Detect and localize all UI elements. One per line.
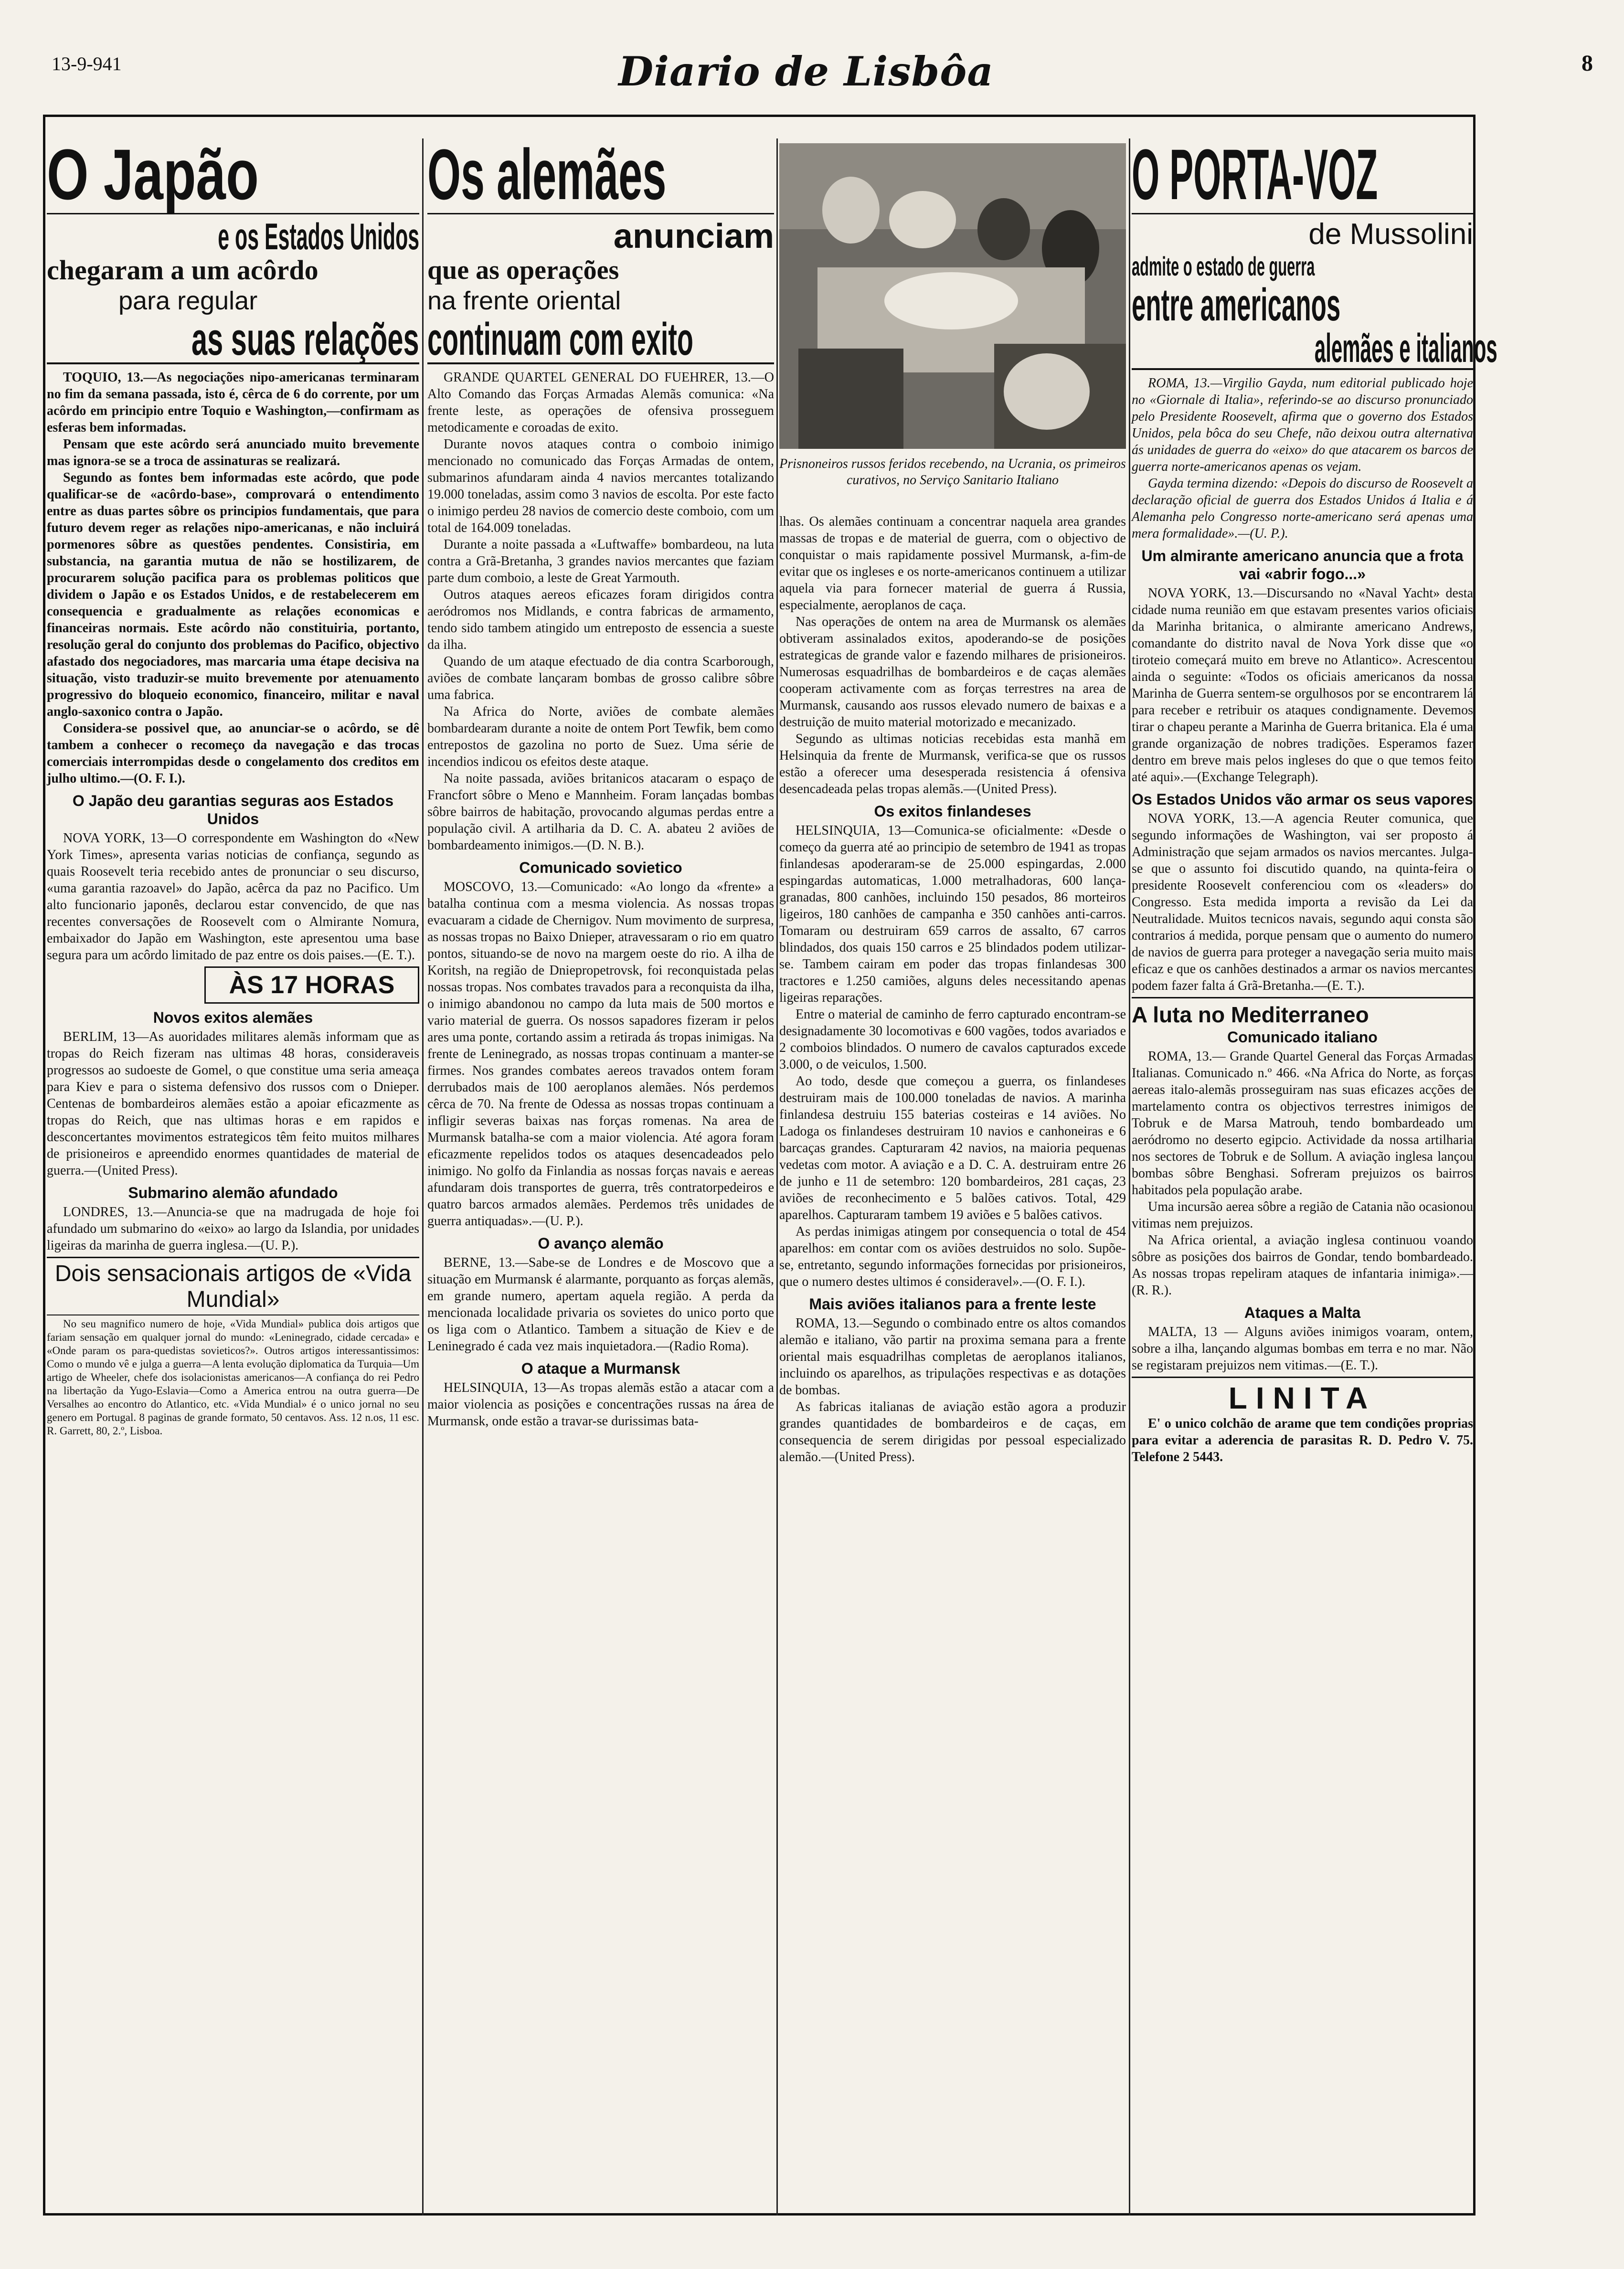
paragraph: No seu magnifico numero de hoje, «Vida Mundial» publica dois artigos que fariam sensação em qualquer jornal do mundo: «Leninegrado, cidade cercada» e «Onde param os para-quedistas sovieticos?». Outros artigos interessantissimos: Como o mundo vê e julga a guerra—A lenta evolução diplomatica da Turquia—Um artigo de Wheeler, chefe dos isolacionistas americanos—A confiança do rei Pedro na libertação da Yugo-Eslavia—Como a America entrou na outra guerra—De Versalhes ao encontro do Atlantico, etc. «Vida Mundial» é o unico jornal no seu genero em Portugal. 8 paginas de grande formato, 50 centavos. Ass. 12 n.os, 11 esc. R. Garrett, 80, 2.º, Lisboa. <box>47 1318 419 1437</box>
paragraph: Uma incursão aerea sôbre a região de Catania não ocasionou vitimas nem prejuizos. <box>1132 1199 1473 1231</box>
paragraph: MOSCOVO, 13.—Comunicado: «Ao longo da «frente» a batalha continua com a mesma violencia. As nossas tropas evacuaram a cidade de Chernigov. Num movimento de surpresa, as nossas tropas no Baixo Dnieper, atravessaram o rio em quatro pontos, situando-se de novo na margem oeste do rio. A ilha de Koritsh, na região de Dniepropetrovsk, foi reconquistada pelas nossas tropas. Nos combates travados para a reconquista da ilha, o inimigo abandonou no campo da luta mais de 500 mortos e vario material de guerra. Os nossos sapadores fizeram ir pelos ares uma ponte, cortando assim a retirada ás tropas inimigas. Na frente de Leninegrado, as nossas tropas continuam a manter-se firmes. Nos grandes combates aereos travados ontem foram derrubados mais de 100 aeroplanos alemães. Nós perdemos cêrca de 70. Na frente de Odessa as nossas tropas continuam a infligir severas baixas nas forças romenas. Na area de Murmansk batalha-se com a maior violencia. Até agora foram eficazmente repelidos todos os ataques desencadeados pelo inimigo. No golfo da Finlandia as nossas forças navais e aereas afundaram dois transportes de guerra, três contratorpedeiros e quatro barcos armados alemães. Perdemos três unidades de guerra antiquadas».—(U. P.). <box>427 880 774 1229</box>
subheading: O ataque a Murmansk <box>521 1360 680 1377</box>
headline-line2: e os Estados Unidos <box>218 215 419 257</box>
paragraph: GRANDE QUARTEL GENERAL DO FUEHRER, 13.—O Alto Comando das Forças Armadas Alemãs comunica: «Na frente leste, as operações de ofensiva prosseguem metodicamente e coroadas de exito. <box>427 370 774 435</box>
headline: Os alemães <box>427 134 667 214</box>
photo-caption: Prisnoneiros russos feridos recebendo, na Ucrania, os primeiros curativos, no Serviço Sanitario Italiano <box>779 456 1126 488</box>
paragraph: Na noite passada, aviões britanicos atacaram o espaço de Francfort sôbre o Meno e Mannheim. Foram lançadas bombas sôbre bairros de habitação, provocando algumas perdas entre a população civil. A artilharia da D. C. A. abateu 2 aviões de bombardeamento inimigos.—(D. N. B.). <box>427 771 774 853</box>
paragraph: Na Africa do Norte, aviões de combate alemães bombardearam durante a noite de ontem Port Tewfik, bem como entrepostos de gazolina no porto de Suez. Uma série de incendios indicou os efeitos deste ataque. <box>427 704 774 769</box>
column-divider <box>422 138 424 2216</box>
late-news-box: ÀS 17 HORAS <box>204 966 419 1004</box>
section-headline: A luta no Mediterraneo <box>1132 1002 1369 1027</box>
paragraph: Quando de um ataque efectuado de dia contra Scarborough, aviões de combate lançaram bombas de grosso calibre sôbre uma fabrica. <box>427 654 774 702</box>
subheading: Submarino alemão afundado <box>128 1184 338 1201</box>
headline: O PORTA-VOZ <box>1132 134 1378 214</box>
paragraph: HELSINQUIA, 13—Comunica-se oficialmente: «Desde o começo da guerra até ao principio de setembro de 1941 as tropas finlandesas apoderaram-se de 25.000 espingardas, 2.000 espingardas automaticas, 1.000 metralhadoras, 600 lança-granadas, 800 canhões, incluindo 150 pesados, 86 morteiros ligeiros, 180 canhões de campanha e 350 canhões anti-carros. Tomaram ou destruiram 659 carros de assalto, 67 carros blindados, dos quais 150 carros e 25 blindados podem utilizar-se. Tambem cairam em poder das tropas finlandesas 300 tractores e 1.250 camiões, alguns deles necessitando apenas ligeiras reparações. <box>779 823 1126 1005</box>
advertisement-title: LINITA <box>1228 1381 1377 1415</box>
paragraph: lhas. Os alemães continuam a concentrar naquela area grandes massas de tropas e de material de guerra, com o objectivo de conquistar o mais rapidamente possivel Murmansk, a-fim-de evitar que os ingleses e os norte-americanos continuem a utilizar aquela via para fornecer material de guerra á Russia, especialmente, aeroplanos de caça. <box>779 514 1126 613</box>
paragraph: Na Africa oriental, a aviação inglesa continuou voando sôbre as posições dos bairros de Gondar, tendo bombardeado. As nossas tropas repeliram ataques de infantaria inimiga».—(R. R.). <box>1132 1233 1473 1298</box>
subheading: Comunicado italiano <box>1227 1028 1378 1046</box>
column-divider <box>1129 138 1130 2216</box>
headline-line3: admite o estado de guerra <box>1132 251 1315 281</box>
subheading: Novos exitos alemães <box>153 1009 313 1026</box>
paragraph: MALTA, 13 — Alguns aviões inimigos voaram, ontem, sobre a ilha, lançando algumas bombas em terra e no mar. Não se registaram prejuizos nem vitimas.—(E. T.). <box>1132 1325 1473 1373</box>
column-divider <box>776 138 778 2216</box>
paragraph: NOVA YORK, 13—O correspondente em Washington do «New York Times», apresenta varias noticias de confiança, segundo as quais Roosevelt teria recebido antes de pronunciar o seu discurso, «uma garantia razoavel» do Japão, acêrca da paz no Pacifico. Um alto funcionario japonês, declarou estar convencido, de que nas recentes conversações de Roosevelt com o Almirante Nomura, embaixador do Japão em Washington, este apresentou uma base segura para um acôrdo limitado de paz entre os dois paises.—(E. T.). <box>47 831 419 963</box>
subheading: O Japão deu garantias seguras aos Estados Unidos <box>72 792 394 827</box>
subheading: Os exitos finlandeses <box>874 803 1031 820</box>
headline-line4: para regular <box>118 286 258 315</box>
subheading: Os Estados Unidos vão armar os seus vapores <box>1132 791 1473 808</box>
article-eastern-front <box>427 134 774 2216</box>
advertisement-text: E' o unico colchão de arame que tem condições proprias para evitar a aderencia de parasitas R. D. Pedro V. 75. Telefone 2 5443. <box>1132 1416 1473 1464</box>
subheading: O avanço alemão <box>538 1235 664 1252</box>
paragraph: ROMA, 13.— Grande Quartel General das Forças Armadas Italianas. Comunicado n.º 466. «Na Africa do Norte, as forças aereas italo-alemãs prosseguiram nas suas eficazes acções de martelamento contra os objectivos terrestres inimigos de Tobruk e de Marsa Matrouh, tendo bombardeado um aeródromo no deserto egipcio. Actividade da nossa artilharia nos sectores de Tobruk e de Sollum. A aviação inglesa lançou bombas sôbre Benghasi. Sofreram prejuizos os bairros habitados pela população arabe. <box>1132 1049 1473 1198</box>
paragraph: LONDRES, 13.—Anuncia-se que na madrugada de hoje foi afundado um submarino do «eixo» ao largo da Islandia, por unidades ligeiras da marinha de guerra inglesa.—(U. P.). <box>47 1205 419 1253</box>
paragraph: NOVA YORK, 13.—Discursando no «Naval Yacht» desta cidade numa reunião em que estavam presentes varios oficiais da Marinha britanica, o almirante americano Andrews, comandante do distrito naval de Nova York disse que «o tiroteio começará muito em breve no Atlantico». Acrescentou ainda o seguinte: «Todos os oficiais americanos da nossa Marinha de Guerra sentem-se orgulhosos por se encontrarem lá para receber e retribuir os ataques condignamente. Devemos tirar o chapeu perante a Marinha de Guerra britanica. Ela é uma grande organização de nobres tradições. Esperamos fazer dentro em breve mais pelos ingleses do que o que temos feito até aqui».—(Exchange Telegraph). <box>1132 586 1473 785</box>
subheading: Ataques a Malta <box>1244 1304 1361 1321</box>
paragraph: As perdas inimigas atingem por consequencia o total de 454 aparelhos: em contar com os aviões destruidos no solo. Supõe-se, entretanto, segundo informações fornecidas por prisioneiros, que o numero destes ultimos é consideravel».—(O. F. I.). <box>779 1224 1126 1289</box>
paragraph: Segundo as ultimas noticias recebidas esta manhã em Helsinquia da frente de Murmansk, verifica-se que os russos estão a oferecer uma desesperada resistencia á ofensiva desencadeada pelas tropas alemãs.—(United Press). <box>779 732 1126 796</box>
news-photo-wounded-prisoners <box>779 143 1126 449</box>
paragraph: Durante novos ataques contra o comboio inimigo mencionado no comunicado das Forças Armadas de ontem, submarinos afundaram ainda 4 navios mercantes totalizando 19.000 toneladas, assim como 3 navios de escolta. Por este facto o inimigo perdeu 28 navios de comercio deste comboio, com um total de 164.009 toneladas. <box>427 437 774 535</box>
headline-line5: alemães e italianos <box>1314 326 1497 371</box>
headline-line3: chegaram a um acôrdo <box>47 254 318 286</box>
subheading: Comunicado sovietico <box>519 859 682 876</box>
paragraph: BERLIM, 13—As auoridades militares alemãs informam que as tropas do Reich fizeram nas ultimas 48 horas, consideraveis progressos ao sudoeste de Gomel, o que constitue uma seria ameaça para Kiev e para o sistema defensivo dos russos com o Dnieper. Centenas de bombardeiros alemães estão a apoiar eficazmente as tropas do Reich, que nas ultimas horas e em rapidos e desconcertantes movimentos estrategicos têm feito muitos milhares de prisioneiros e apreendido enormes quantidades de material de guerra.—(United Press). <box>47 1029 419 1178</box>
paragraph: As fabricas italianas de aviação estão agora a produzir grandes quantidades de bombardeiros e de caças, em consequencia de serem dirigidas por pessoal especializado alemão.—(United Press). <box>779 1400 1126 1464</box>
paragraph: BERNE, 13.—Sabe-se de Londres e de Moscovo que a situação em Murmansk é alarmante, porquanto as forças alemãs, em grande numero, apertam aquela região. A perda da mencionada localidade privaria os sovietes do unico porto que os liga com o Atlantico. Tambem a situação de Kiev e de Leninegrado é cada vez mais inquietadora.—(Radio Roma). <box>427 1255 774 1354</box>
headline: O Japão <box>47 134 259 214</box>
article-lead: TOQUIO, 13.—As negociações nipo-americanas terminaram no fim da semana passada, isto é, cêrca de 6 do corrente, por um acôrdo em principio entre Toquio e Washington,—confirmam as esferas bem informadas. <box>47 370 419 435</box>
issue-date: 13-9-941 <box>52 53 122 74</box>
article-murmansk-finland <box>779 513 1126 2213</box>
paragraph: Nas operações de ontem na area de Murmansk os alemães obtiveram assinalados exitos, apoderando-se de posições estrategicas de grande valor e fazendo milhares de prisioneiros. Numerosas esquadrilhas de bombardeiros e de caças alemães cooperam activamente com as forças terrestres na area de Murmansk, causando aos russos elevado numero de baixas e a destruição de muito material motorizado e mecanizado. <box>779 615 1126 730</box>
subheading: Um almirante americano anuncia que a frota vai «abrir fogo...» <box>1141 547 1464 583</box>
promo-headline: Dois sensacionais artigos de «Vida Mundial» <box>54 1261 412 1312</box>
paragraph: ROMA, 13.—Segundo o combinado entre os altos comandos alemão e italiano, vão partir na proxima semana para a frente oriental mais esquadrilhas completas de aeroplanos italianos, incluindo os aparelhos, as tripulações respectivas e as dotações de bombas. <box>779 1316 1126 1398</box>
article-mussolini-spokesman <box>1132 134 1497 2216</box>
headline-line4: na frente oriental <box>427 286 621 315</box>
newspaper-masthead: Diario de Lisbôa <box>618 48 994 95</box>
paragraph: Considera-se possivel que, ao anunciar-se o acôrdo, se dê tambem a conhecer o recomeço da navegação e das trocas comerciais interrompidas desde o congelamento dos creditos em julho ultimo.—(O. F. I.). <box>47 721 419 786</box>
paragraph: Entre o material de caminho de ferro capturado encontram-se designadamente 30 locomotivas e 600 vagões, todos avariados e 2 comboios blindados. O numero de cavalos capturados excede 3.000, o de veiculos, 1.500. <box>779 1007 1126 1072</box>
headline-line2: de Mussolini <box>1308 218 1473 251</box>
subheading: Mais aviões italianos para a frente leste <box>809 1295 1096 1313</box>
paragraph: Ao todo, desde que começou a guerra, os finlandeses destruiram mais de 100.000 toneladas de navios. A marinha finlandesa destruiu 155 baterias costeiras e 14 aviões. No Ladoga os finlandeses destruiram 10 navios e canhoneiras e 6 barcaças grandes. Capturaram 42 navios, na maioria pequenas vedetas com motor. A aviação e a D. C. A. destruiram entre 26 de junho e 11 de setembro: 120 bombardeiros, 281 caças, 23 aviões de reconhecimento e 5 balões cativos. Total, 429 aparelhos. Capturaram tambem 19 aviões e 5 balões cativos. <box>779 1074 1126 1222</box>
headline-line4: entre americanos <box>1132 279 1341 330</box>
paragraph: HELSINQUIA, 13—As tropas alemãs estão a atacar com a maior violencia as posições e concentrações russas na área de Murmansk, onde estão a travar-se durissimas bata- <box>427 1380 774 1429</box>
headline-line5: as suas relações <box>191 314 419 365</box>
paragraph: ROMA, 13.—Virgilio Gayda, num editorial publicado hoje no «Giornale di Italia», referindo-se ao discurso pronunciado pelo Presidente Roosevelt, afirma que o governo dos Estados Unidos, pela bôca do seu Chefe, não deixou outra alternativa ás unidades de guerra do «eixo» do que atacarem os barcos de guerra norte-americanos apenas os vejam. <box>1132 376 1473 474</box>
paragraph: NOVA YORK, 13.—A agencia Reuter comunica, que segundo informações de Washington, vai ser proposto á Administração que sejam armados os navios mercantes. Julga-se que o assunto foi discutido quando, na quinta-feira o presidente Roosevelt conferenciou com os «leaders» do Congresso. Esta medida importa a revisão da Lei da Neutralidade. Muitos tecnicos navais, segundo aqui consta são contrarios á medida, porque pensam que o aumento do numero de navios de guerra para proteger a navegação seria muito mais eficaz e que os canhões destinados a armar os navios mercantes podem fazer falta á Grã-Bretanha.—(E. T.). <box>1132 811 1473 993</box>
paragraph: Pensam que este acôrdo será anunciado muito brevemente mas ignora-se se a troca de assinaturas se realizará. <box>47 437 419 468</box>
headline-line5: continuam com exito <box>427 314 693 365</box>
paragraph: Gayda termina dizendo: «Depois do discurso de Roosevelt a declaração oficial de guerra dos Estados Unidos á Italia e á Alemanha pelo Congresso norte-americano será apenas uma mera formalidade».—(U. P.). <box>1132 476 1473 541</box>
paragraph: Durante a noite passada a «Luftwaffe» bombardeou, na luta contra a Grã-Bretanha, 3 grandes navios mercantes que faziam parte dum comboio, a leste de Great Yarmouth. <box>427 537 774 585</box>
headline-line2: anunciam <box>613 217 774 255</box>
paragraph: Outros ataques aereos eficazes foram dirigidos contra aeródromos nos Midlands, e contra fabricas de armamento, tendo sido tambem atingido um entreposto de essencia a sueste da ilha. <box>427 587 774 652</box>
paragraph: Segundo as fontes bem informadas este acôrdo, que pode qualificar-se de «acôrdo-base», comprovará o entendimento entre as duas partes sôbre os principios fundamentais, que para futuro devem reger as relações nipo-americanas, e não incluirá pormenores sôbre as questões pendentes. Consistiria, em substancia, na garantia mutua de não se hostilizarem, de procurarem solução pacifica para os problemas politicos que dividem o Japão e os Estados Unidos, e de restabelecerem em consequencia e gradualmente as relações economicas e financeiras normais. Este acôrdo não constituiria, portanto, resolução geral do conjunto dos problemas do Pacifico, objectivo afastado dos negociadores, mas marcaria uma étape decisiva na situação, visto traduzir-se muito brevemente por atenuamento progressivo do bloqueio economico, financeiro, militar e naval anglo-saxonico contra o Japão. <box>47 470 419 719</box>
headline-line3: que as operações <box>427 255 619 285</box>
article-japan-usa <box>47 134 419 2216</box>
page-number: 8 <box>1582 51 1593 76</box>
